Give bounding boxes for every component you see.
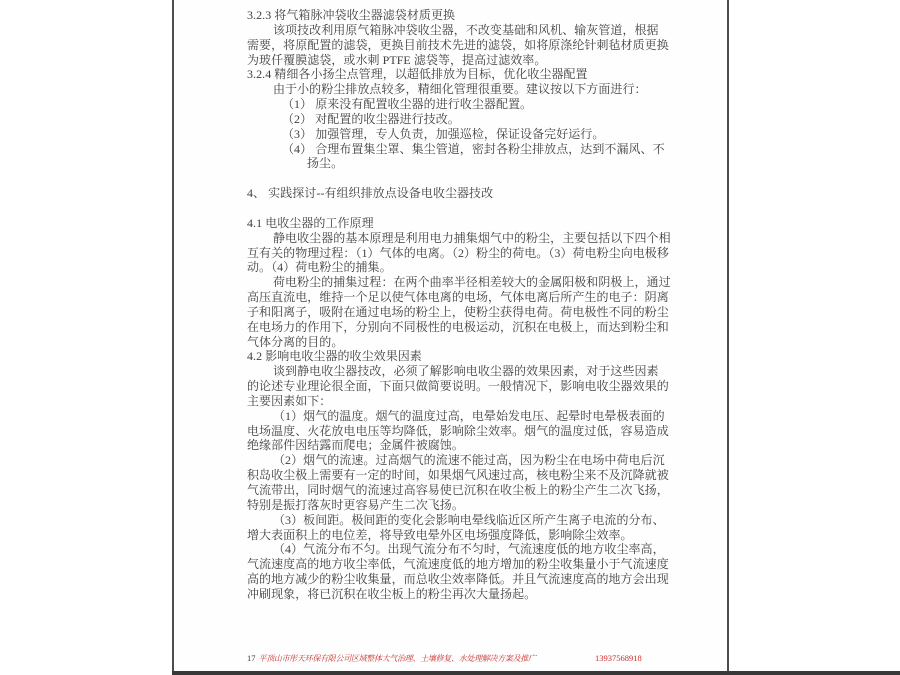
text-line: （3） 加强管理，专人负责，加强巡检，保证设备完好运行。 — [282, 126, 605, 141]
document-body-text — [247, 8, 687, 602]
text-line: 荷电粉尘的捕集过程：在两个曲率半径相差较大的金属阳极和阴极上，通过 — [273, 275, 671, 290]
text-line: 为玻仟覆膜滤袋，或水刺 PTFE 滤袋等，提高过滤效率。 — [247, 52, 547, 67]
text-line: 增大表面积上的电位差，将导致电晕外区电场强度降低，影响除尘效率。 — [247, 527, 633, 542]
text-line: （4） 合理布置集尘罩、集尘管道，密封各粉尘排放点，达到不漏风、不 — [282, 141, 665, 156]
text-line: （1）烟气的温度。烟气的温度过高，电晕始发电压、起晕时电晕极表面的 — [273, 408, 665, 423]
text-line: 动。（4）荷电粉尘的捕集。 — [247, 260, 392, 275]
text-line: 冲刷现象，将已沉积在收尘板上的粉尘再次大量扬起。 — [247, 586, 537, 601]
text-line: 互有关的物理过程：（1）气体的电离。（2）粉尘的荷电。（3）荷电粉尘向电极移 — [247, 245, 669, 260]
text-line: 高压直流电，维持一个足以使气体电离的电场，气体电离后所产生的电子：阴离 — [247, 290, 669, 305]
text-line: 4.1 电收尘器的工作原理 — [247, 215, 374, 230]
text-line: 电场温度、火花放电电压等均降低，影响除尘效率。烟气的温度过低，容易造成 — [247, 423, 669, 438]
text-line — [247, 171, 687, 186]
text-line: 4.2 影响电收尘器的收尘效果因素 — [247, 349, 422, 364]
text-line: 积岛收尘极上需要有一定的时间，如果烟气风速过高，核电粉尘来不及沉降就被 — [247, 468, 669, 483]
footer-company-text: 平顶山市彤天环保有限公司区域整体大气治理、土壤修复、水处理解决方案及推广 — [258, 654, 536, 663]
text-line: 特别是振打落灰时更容易产生二次飞扬。 — [247, 497, 464, 512]
text-line: 的论述专业理论很全面，下面只做简要说明。一般情况下，影响电收尘器效果的 — [247, 379, 669, 394]
text-line: （1） 原来没有配置收尘器的进行收尘器配置。 — [282, 97, 533, 112]
text-line: （2） 对配置的收尘器进行技改。 — [282, 111, 460, 126]
text-line: 扬尘。 — [307, 156, 344, 171]
text-line: 静电收尘器的基本原理是利用电力捕集烟气中的粉尘，主要包括以下四个相 — [273, 230, 671, 245]
text-line: 气体分离的目的。 — [247, 334, 344, 349]
text-line: 谈到静电收尘器技改，必须了解影响电收尘器的效果因素，对于这些因素 — [273, 364, 659, 379]
text-line: （3）板间距。极间距的变化会影响电晕线临近区所产生离子电流的分布、 — [273, 512, 665, 527]
text-line: 需要，将原配置的滤袋，更换目前技术先进的滤袋，如将原涤纶针刺毡材质更换 — [247, 37, 669, 52]
text-line: 在电场力的作用下，分别向不同极性的电极运动，沉积在电极上，而达到粉尘和 — [247, 319, 669, 334]
text-line: 3.2.3 将气箱脉冲袋收尘器滤袋材质更换 — [247, 8, 456, 22]
text-line: （4）气流分布不匀。出现气流分布不匀时，气流速度低的地方收尘率高， — [273, 542, 665, 557]
text-line: 主要因素如下： — [247, 393, 332, 408]
text-line: 高的地方减少的粉尘收集量，而总收尘效率降低。并且气流速度高的地方会出现 — [247, 572, 669, 587]
text-line: 3.2.4 精细各小扬尘点管理，以超低排放为目标，优化收尘器配置 — [247, 67, 588, 82]
text-line — [247, 201, 687, 216]
text-line: 子和阳离子，吸附在通过电场的粉尘上，使粉尘获得电荷。荷电极性不同的粉尘 — [247, 304, 669, 319]
text-line: 气流速度高的地方收尘率低，气流速度低的地方增加的粉尘收集量小于气流速度 — [247, 557, 669, 572]
window-bottom-edge — [172, 671, 900, 675]
text-line: （2）烟气的流速。过高烟气的流速不能过高，因为粉尘在电场中荷电后沉 — [273, 453, 665, 468]
text-line: 该项技改利用原气箱脉冲袋收尘器，不改变基础和风机、输灰管道，根据 — [273, 22, 659, 37]
text-line: 由于小的粉尘排放点较多，精细化管理很重要。建议按以下方面进行： — [273, 82, 647, 97]
page-footer — [247, 652, 687, 665]
footer-phone-number: 13937568918 — [595, 653, 642, 663]
text-line: 绝缘部件因结露而爬电；金属件被腐蚀。 — [247, 438, 464, 453]
page-number: 17 — [247, 653, 256, 663]
text-line: 4、 实践探讨--有组织排放点设备电收尘器技改 — [247, 186, 494, 201]
text-line: 气流带出，同时烟气的流速过高容易使已沉积在收尘板上的粉尘产生二次飞扬， — [247, 483, 669, 497]
